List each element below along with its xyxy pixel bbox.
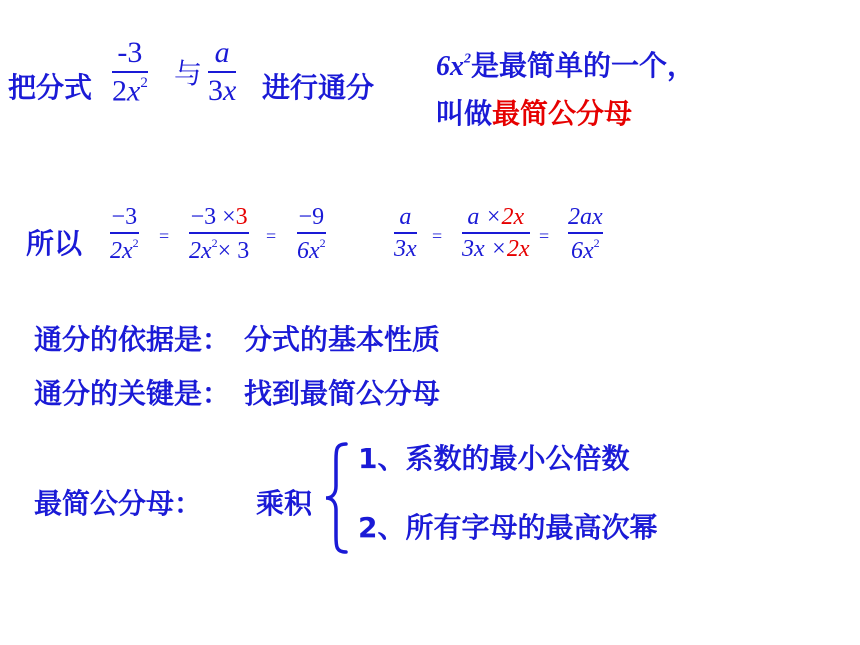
fraction-numerator: −3 ×3 [190, 204, 248, 230]
fraction-numerator: −3 [111, 204, 138, 230]
equals-sign: = [432, 226, 443, 246]
fraction-a-over-3x [208, 38, 236, 106]
key-line [34, 372, 440, 412]
basis-line [34, 318, 440, 358]
fraction-numerator: -3 [117, 36, 143, 69]
lcd-label: 最简公分母： [34, 487, 203, 520]
key-value: 找到最简公分母 [244, 377, 441, 410]
fraction-denominator: $6x^2$ [297, 235, 326, 264]
fraction-denominator: $2x^2$ [112, 74, 148, 107]
calc-right-fraction-1 [394, 205, 417, 261]
fraction-numerator: a ×2x [467, 204, 525, 230]
left-brace-icon [322, 440, 352, 556]
basis-label: 通分的依据是： [34, 323, 231, 356]
fraction-bar [462, 232, 530, 234]
fraction-numerator: a [214, 36, 230, 69]
fraction-denominator: 3x [394, 235, 417, 262]
equals-sign: = [266, 226, 277, 246]
fraction-numerator: a [399, 204, 412, 230]
note-expression: $6x^2$ [436, 51, 471, 82]
connector-with: 与 [174, 59, 203, 90]
calc-left-fraction-1 [110, 205, 139, 262]
fraction-numerator: −9 [298, 204, 325, 230]
intro-prefix: 把分式 [8, 71, 93, 104]
lcd-item-coefficient: 1、系数的最小公倍数 [358, 442, 630, 475]
fraction-numerator: 2ax [568, 204, 603, 230]
calc-left-fraction-3 [297, 205, 326, 262]
equals-sign: = [539, 226, 550, 246]
calc-right-fraction-2 [462, 205, 530, 261]
fraction-bar [208, 71, 236, 73]
fraction-bar [394, 232, 417, 234]
fraction-denominator: $2x^2$ [110, 235, 139, 264]
lcd-note-line2: 叫做最简公分母 [436, 97, 633, 130]
lcd-highlight: 最简公分母 [492, 97, 633, 130]
fraction-denominator: 3x [208, 73, 237, 107]
fraction-denominator: 3x ×2x [462, 235, 530, 262]
intro-suffix: 进行通分 [262, 71, 375, 104]
equals-sign: = [159, 226, 170, 246]
key-label: 通分的关键是： [34, 377, 231, 410]
therefore-label: 所以 [26, 227, 83, 260]
fraction-bar [297, 232, 326, 234]
lcd-note-line1: $6x^2$是最简单的一个， [436, 49, 696, 82]
basis-value: 分式的基本性质 [244, 323, 441, 356]
fraction-denominator: $2x^2\times 3$ [189, 235, 250, 264]
fraction-bar [189, 232, 249, 234]
fraction-bar [568, 232, 603, 234]
product-label: 乘积 [256, 487, 313, 520]
fraction-bar [112, 71, 148, 73]
lcd-item-letters: 2、所有字母的最高次幂 [358, 511, 658, 544]
fraction-neg3-over-2x2 [112, 38, 148, 106]
fraction-bar [110, 232, 139, 234]
calc-left-fraction-2 [189, 205, 249, 262]
fraction-denominator: $6x^2$ [571, 235, 600, 264]
calc-right-fraction-3 [568, 205, 603, 262]
